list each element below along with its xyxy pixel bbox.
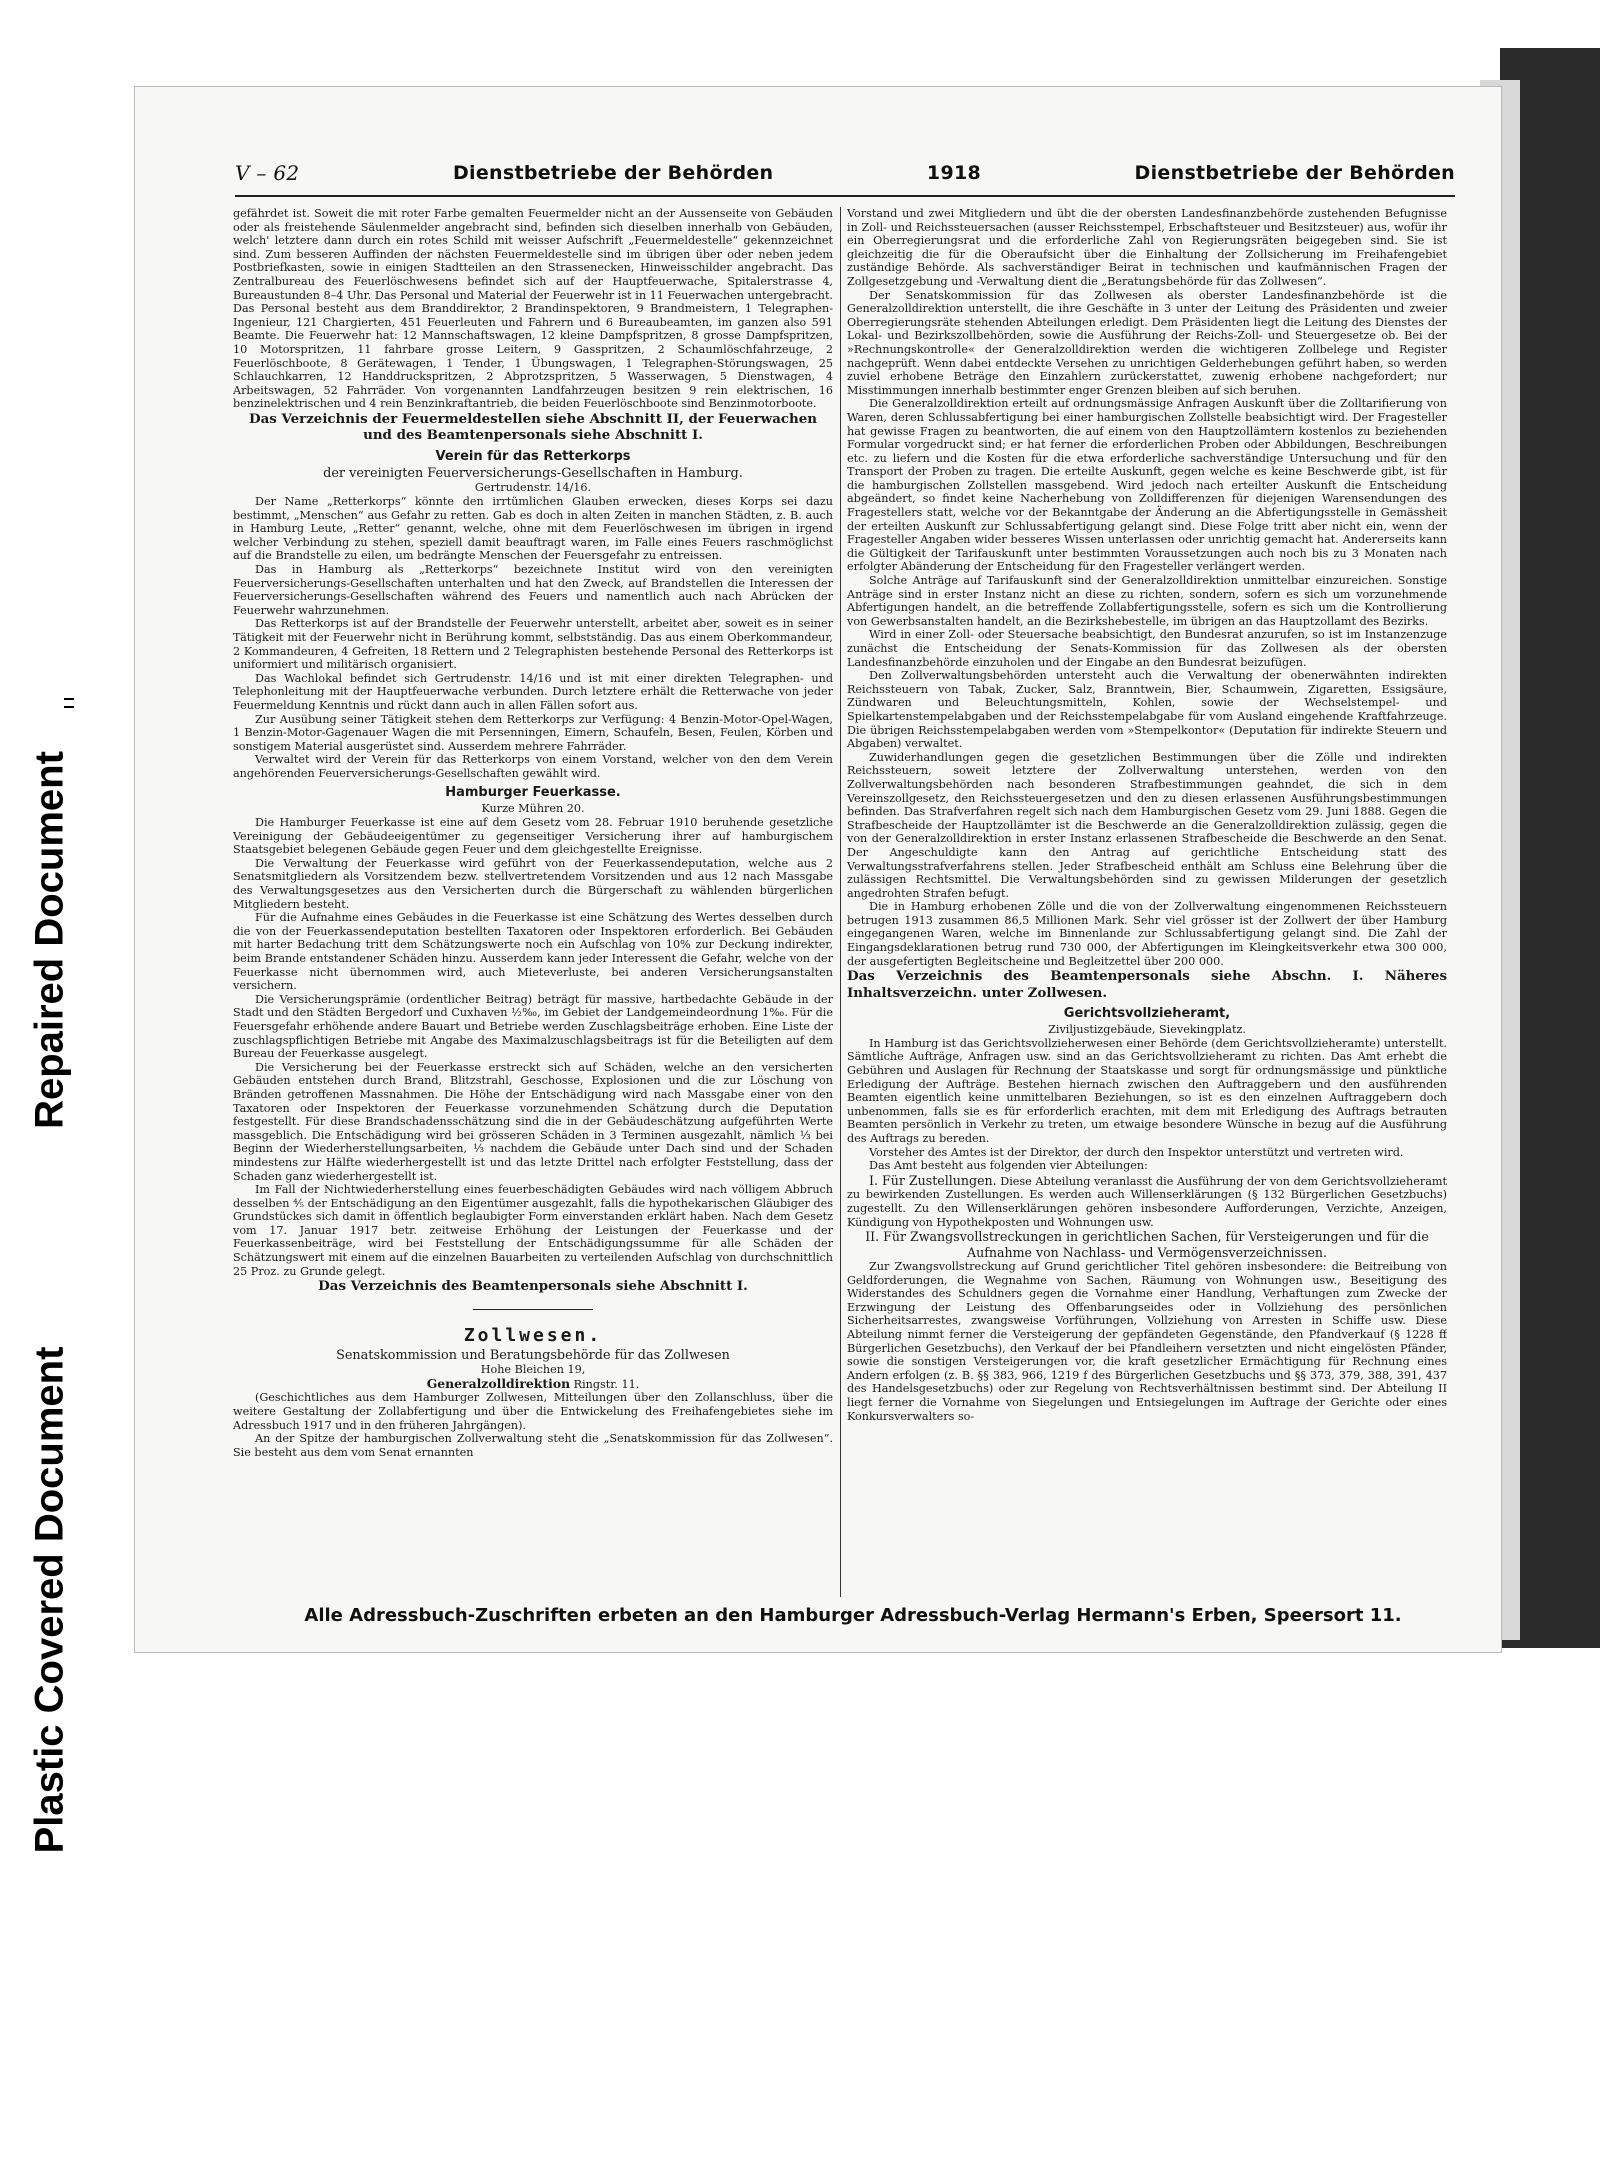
- paragraph: (Geschichtliches aus dem Hamburger Zollwesen, Mitteilungen über den Zollanschluss, über die weitere Gestaltung der Zollabfertigung und über die Entwickelung des Freihafengebietes siehe im Adressbuch 1917 und in den früheren Jahrgängen).: [233, 1391, 833, 1432]
- gzd-line: [233, 1377, 833, 1392]
- paragraph: gefährdet ist. Soweit die mit roter Farbe gemalten Feuermelder nicht an der Aussenseite von Gebäuden oder als freistehende Säulenmelder angebracht sind, befinden sich dieselben innerhalb von Gebäuden, welch' letztere dann durch ein rotes Schild mit weisser Aufschrift „Feuermeldestelle“ gekennzeichnet sind. Zum besseren Auffinden der nächsten Feuermeldestelle sind im übrigen über oder neben jedem Postbriefkasten, sowie in einigen Stadtteilen an den Strassenecken, Hinweisschilder angebracht. Das Zentralbureau des Feuerlöschwesens befindet sich auf der Hauptfeuerwache, Spitalerstrasse 4, Bureaustunden 8–4 Uhr. Das Personal und Material der Feuerwehr ist in 11 Feuerwachen untergebracht. Das Personal besteht aus dem Branddirektor, 2 Brandinspektoren, 9 Brandmeistern, 1 Telegraphen-Ingenieur, 121 Chargierten, 451 Feuerleuten und Fahrern und 6 Bureaubeamten, im ganzen also 591 Beamte. Die Feuerwehr hat: 12 Mannschaftswagen, 12 kleine Dampfspritzen, 8 grosse Dampfspritzen, 10 Motorspritzen, 11 fahrbare grosse Leitern, 9 Gasspritzen, 2 Schaumlöschfahrzeuge, 2 Feuerlöschboote, 8 Gerätewagen, 1 Tender, 1 Übungswagen, 1 Telegraphen-Störungswagen, 25 Schlauchkarren, 12 Handdruckspritzen, 2 Abprotzspritzen, 5 Wasserwagen, 5 Dienstwagen, 4 Arbeitswagen, 52 Fahrräder. Von vorgenannten Landfahrzeugen besitzen 9 rein elektrischen, 16 benzinelektrischen und 4 rein Benzinkraftantrieb, die beiden Feuerlöschboote sind Benzinmotorboote.: [233, 207, 833, 411]
- paragraph: Für die Aufnahme eines Gebäudes in die Feuerkasse ist eine Schätzung des Wertes desselben durch die von der Feuerkassendeputation bestellten Taxatoren oder Inspektoren erforderlich. Bei Gebäuden mit harter Bedachung tritt dem Schätzungswerte noch ein Aufschlag von 10% zur Deckung indirekter, beim Brande entstandener Schäden hinzu. Ausserdem kann jeder Interessent die Gefahr, welche von der Feuerkasse nicht übernommen wird, auch Mieteverluste, bei anderen Versicherungsanstalten versichern.: [233, 911, 833, 993]
- side-labels: [0, 640, 100, 1860]
- paragraph: In Hamburg ist das Gerichtsvollzieherwesen einer Behörde (dem Gerichtsvollzieheramte) unterstellt. Sämtliche Aufträge, Anfragen usw. sind an das Gerichtsvollzieheramt zu richten. Das Amt erhebt die Gebühren und Auslagen für Rechnung der Staatskasse und sorgt für ordnungsmässige und pünktliche Erledigung der Aufträge. Bestehen hiernach zwischen den Auftraggebern und den ausführenden Beamten eigentlich keine unmittelbaren Beziehungen, so ist es den einzelnen Auftraggebern doch unbenommen, falls sie es für erforderlich erachten, mit dem mit Erledigung des Auftrags betrauten Beamten persönlich in Verkehr zu treten, um etwaige besondere Wünsche in bezug auf die Ausführung des Auftrags zu bereden.: [847, 1036, 1447, 1145]
- gzd-address: Ringstr. 11.: [573, 1377, 640, 1391]
- department-text: Diese Abteilung veranlasst die Ausführung der von dem Gerichtsvollzieheramt zu bewirkenden Zustellungen. Es werden auch Willenserklärungen (§ 132 Bürgerlichen Gesetzbuchs) zugestellt. Zu den Willenserklärungen gehören insbesondere Aufforderungen, Verzichte, Anzeigen, Kündigung von Hypothekposten und Wohnungen usw.: [847, 1174, 1447, 1229]
- paragraph: Die Generalzolldirektion erteilt auf ordnungsmässige Anfragen Auskunft über die Zolltarifierung von Waren, deren Schlussabfertigung bei einer hamburgischen Zollstelle beabsichtigt wird. Der Fragesteller hat gewisse Fragen zu beantworten, die auf einem von den Hauptzollämtern kostenlos zu beziehenden Formular vorgedruckt sind; er hat ferner die erforderlichen Proben oder Abbildungen, Beschreibungen etc. zu liefern und die Kosten für die etwa erforderliche sachverständige Untersuchung und für den Transport der Proben zu tragen. Die erteilte Auskunft, gegen welche es keine Beschwerde gibt, ist für die hamburgischen Zollstellen massgebend. Wird jedoch nach erteilter Auskunft die Entscheidung abgeändert, so findet keine Nacherhebung von Zolldifferenzen für diejenigen Warensendungen des Fragestellers statt, welche vor der Bekanntgabe der Änderung an die Abfertigungsstelle in Gemässheit der erteilten Auskunft zur Schlussabfertigung gelangt sind. Diese Folge tritt aber nicht ein, wenn der Fragesteller Angaben wider besseres Wissen unterlassen oder unrichtig gemacht hat. Andererseits kann die Gültigkeit der Tarifauskunft unter bestimmten Voraussetzungen auch noch bis zu 3 Monaten nach erfolgter Abänderung der Entscheidung für den Fragesteller verlängert werden.: [847, 397, 1447, 574]
- cross-reference: Das Verzeichnis des Beamtenpersonals siehe Abschn. I. Näheres Inhaltsverzeichn. unter Zollwesen.: [847, 968, 1447, 1001]
- section-heading: Verein für das Retterkorps: [435, 448, 631, 464]
- paragraph: Im Fall der Nichtwiederherstellung eines feuerbeschädigten Gebäudes wird nach völligem Abbruch desselben ⅘ der Entschädigung an den Eigentümer ausgezahlt, falls die hypothekarischen Gläubiger des Grundstückes sich damit in öffentlich beglaubigter Form einverstanden erklärt haben. Nach dem Gesetz vom 17. Januar 1917 betr. zeitweise Erhöhung der Leistungen der Feuerkasse und der Feuerkassenbeiträge, wird bei Feststellung der Entschädigungssumme für alle Schäden der Schätzungswert mit einem auf die einzelnen Bauarbeiten zu verteilenden Aufschlag von durchschnittlich 25 Proz. zu Grunde gelegt.: [233, 1183, 833, 1278]
- page-number: V – 62: [235, 161, 300, 185]
- paragraph: Die Versicherung bei der Feuerkasse erstreckt sich auf Schäden, welche an den versicherten Gebäuden entstehen durch Brand, Blitzstrahl, Geschosse, Explosionen und die zur Löschung von Bränden getroffenen Massnahmen. Die Höhe der Entschädigung wird nach Massgabe einer von den Taxatoren oder Inspektoren der Feuerkasse vorzunehmenden Schätzung durch die Deputation festgestellt. Für diese Brandschadensschätzung sind die in der Gebäudeschätzung aufgeführten Werte massgeblich. Die Entschädigung wird bei grösseren Schäden in 3 Terminen ausgezahlt, nämlich ⅓ bei Beginn der Wiederherstellungsarbeiten, ⅓ nachdem die Gebäude unter Dach sind und der Schaden mindestens zur Hälfte wiederhergestellt ist und das letzte Drittel nach erfolgter Feststellung, dass der Schaden ganz wiederhergestellt ist.: [233, 1060, 833, 1183]
- paragraph: Die Versicherungsprämie (ordentlicher Beitrag) beträgt für massive, hartbedachte Gebäude in der Stadt und den Städten Bergedorf und Cuxhaven ½‰, im Gebiet der Landgemeindeordnung 1‰. Für die Feuersgefahr erhöhende andere Bauart und Betriebe werden Zuschlagsbeiträge erhoben. Eine Liste der zuschlagspflichtigen Betriebe mit Angabe des Maximalzuschlagsbeitrags ist für die Beteiligten auf dem Bureau der Feuerkasse ausgelegt.: [233, 992, 833, 1061]
- paragraph: Die Hamburger Feuerkasse ist eine auf dem Gesetz vom 28. Februar 1910 beruhende gesetzliche Vereinigung der Gebäudeeigentümer zu gegenseitiger Versicherung ihrer auf hamburgischem Staatsgebiet belegenen Gebäude gegen Feuer und dem gleichgestellte Ereignisse.: [233, 816, 833, 857]
- section-address: Hohe Bleichen 19,: [480, 1363, 586, 1377]
- divider: [473, 1309, 593, 1310]
- label-tick: [64, 698, 74, 700]
- repaired-document-label: Repaired Document: [27, 751, 72, 1129]
- right-column: [847, 207, 1447, 1597]
- paragraph: Solche Anträge auf Tarifauskunft sind der Generalzolldirektion unmittelbar einzureichen. Sonstige Anträge sind in erster Instanz nicht an diese zu richten, sondern, sofern es sich um vorzunehmende Abfertigungen handelt, an die betreffende Zollabfertigungsstelle, sofern es sich um die Kontrollierung von Gewerbsanstalten handelt, an die Bezirkshebestelle, im übrigen an das Hauptzollamt des Bezirks.: [847, 574, 1447, 628]
- paragraph: An der Spitze der hamburgischen Zollverwaltung steht die „Senatskommission für das Zollwesen“. Sie besteht aus dem vom Senat ernannten: [233, 1432, 833, 1459]
- section-heading: Hamburger Feuerkasse.: [445, 785, 621, 801]
- paragraph: Zur Ausübung seiner Tätigkeit stehen dem Retterkorps zur Verfügung: 4 Benzin-Motor-Opel-Wagen, 1 Benzin-Motor-Gagenauer Wagen die mit Persenningen, Eimern, Schaufeln, Besen, Feulen, Körben und sonstigem Material ausgerüstet sind. Ausserdem mehrere Fahrräder.: [233, 712, 833, 753]
- gzd-name: Generalzolldirektion: [426, 1375, 571, 1391]
- cross-reference: Das Verzeichnis des Beamtenpersonals siehe Abschnitt I.: [318, 1278, 748, 1295]
- section-address: Gertrudenstr. 14/16.: [474, 481, 592, 495]
- paragraph: Das Wachlokal befindet sich Gertrudenstr. 14/16 und ist mit einer direkten Telegraphen- und Telephonleitung mit der Hauptfeuerwache verbunden. Durch letztere erhält die Retterwache von jeder Feuermeldung Kenntnis und rückt dann auch in allen Fällen sofort aus.: [233, 671, 833, 712]
- section-heading: Gerichtsvollzieheramt,: [1063, 1006, 1231, 1022]
- section-title: Zollwesen.: [463, 1324, 603, 1346]
- paragraph: Der Senatskommission für das Zollwesen als oberster Landesfinanzbehörde ist die Generalzolldirektion unterstellt, die ihre Geschäfte in 3 unter der Leitung des Präsidenten und zweier Oberregierungsräte stehenden Abteilungen erledigt. Dem Präsidenten liegt die Leitung des Dienstes der Lokal- und Bezirkszollbehörden, sowie die Ausführung der Reichs-Zoll- und Steuergesetze ob. Bei der »Rechnungskontrolle« der Generalzolldirektion werden die wichtigeren Zollbelege und Register nachgeprüft. Wenn dabei entdeckte Versehen zu unrichtigen Gelderhebungen geführt haben, so werden zuviel erhobene Beträge den Einzahlern zurückerstattet, zuwenig erhobene nachgefordert; nur Misstimmungen innerhalb bestimmter enger Grenzen bleiben auf sich beruhen.: [847, 288, 1447, 397]
- paragraph: Zur Zwangsvollstreckung auf Grund gerichtlicher Titel gehören insbesondere: die Beitreibung von Geldforderungen, die Wegnahme von Sachen, Räumung von Wohnungen usw., Beseitigung des Widerstandes des Schuldners gegen die Vornahme einer Handlung, Verhaftungen zum Zwecke der Erzwingung der Leistung des Offenbarungseides oder in Vollziehung des persönlichen Sicherheitsarrestes, zwangsweise Vorführungen, Vollziehung von Arresten in Schiffe usw. Diese Abteilung nimmt ferner die Versteigerung der gepfändeten Gegenstände, den Pfandverkauf (§ 1228 ff Bürgerlichen Gesetzbuchs), den Verkauf der bei Pfandleihern versetzten und nicht eingelösten Pfänder, sowie die sonstigen Versteigerungen vor, die kraft gesetzlicher Ermächtigung für Rechnung eines Andern erfolgen (z. B. §§ 383, 966, 1219 f des Bürgerlichen Gesetzbuchs und §§ 373, 379, 388, 391, 437 des Handelsgesetzbuchs) oder zur Regelung von Rechtsverhältnissen bestimmt sind. Der Abteilung II liegt ferner die Vornahme von Siegelungen und Entsiegelungen im Auftrage der Gerichte oder eines Konkursverwalters so-: [847, 1259, 1447, 1423]
- header-year: 1918: [926, 162, 982, 184]
- running-head: [235, 151, 1455, 197]
- paragraph: Das in Hamburg als „Retterkorps“ bezeichnete Institut wird von den vereinigten Feuerversicherungs-Gesellschaften unterhalten und hat den Zweck, auf Brandstellen die Interessen der Feuerversicherungs-Gesellschaften während des Feuers und namentlich auch nach Abrücken der Feuerwehr wahrzunehmen.: [233, 562, 833, 617]
- column-rule: [840, 207, 841, 1597]
- cross-reference: Das Verzeichnis der Feuermeldestellen siehe Abschnitt II, der Feuerwachen und des Beamtenpersonals siehe Abschnitt I.: [248, 410, 818, 444]
- section-subheading: Senatskommission und Beratungsbehörde für das Zollwesen: [336, 1347, 730, 1363]
- paragraph: Den Zollverwaltungsbehörden untersteht auch die Verwaltung der obenerwähnten indirekten Reichssteuern von Tabak, Zucker, Salz, Branntwein, Bier, Schaumwein, Zigaretten, Essigsäure, Zündwaren und Beleuchtungsmitteln, Kohlen, sowie der Wechselstempel- und Spielkartenstempelabgaben und der Reichsstempelabgabe für vom Ausland eingehende Kraftfahrzeuge. Die übrigen Reichsstempelabgaben werden vom »Stempelkontor« (Deputation für indirekte Steuern und Abgaben) verwaltet.: [847, 669, 1447, 751]
- paragraph: Das Amt besteht aus folgenden vier Abteilungen:: [869, 1159, 1148, 1173]
- department-title: I. Für Zustellungen.: [869, 1172, 997, 1188]
- section-subheading: der vereinigten Feuerversicherungs-Gesellschaften in Hamburg.: [323, 465, 743, 481]
- paragraph: [847, 1173, 1447, 1229]
- document-page: [134, 86, 1502, 1653]
- section-address: Kurze Mühren 20.: [481, 802, 585, 816]
- paragraph: Wird in einer Zoll- oder Steuersache beabsichtigt, den Bundesrat anzurufen, so ist im Instanzenzuge zunächst die Entscheidung der Senats-Kommission für das Zollwesen als der obersten Landesfinanzbehörde einzuholen und der Eingabe an den Bundesrat beizufügen.: [847, 628, 1447, 669]
- paragraph: Vorsteher des Amtes ist der Direktor, der durch den Inspektor unterstützt und vertreten wird.: [869, 1145, 1404, 1159]
- label-tick: [64, 706, 74, 708]
- plastic-covered-label: Plastic Covered Document: [27, 1346, 72, 1854]
- paragraph: Das Retterkorps ist auf der Brandstelle der Feuerwehr unterstellt, arbeitet aber, soweit es in seiner Tätigkeit mit der Feuerwehr nicht in Berührung kommt, selbstständig. Das aus einem Oberkommandeur, 2 Kommandeuren, 4 Gefreiten, 18 Rettern und 2 Telegraphisten bestehende Personal des Retterkorps ist uniformiert und militärisch organisiert.: [233, 617, 833, 672]
- header-left-title: Dienstbetriebe der Behörden: [452, 162, 774, 184]
- header-right-title: Dienstbetriebe der Behörden: [1134, 162, 1455, 184]
- paragraph: Verwaltet wird der Verein für das Retterkorps von einem Vorstand, welcher von den dem Verein angehörenden Feuerversicherungs-Gesellschaften gewählt wird.: [233, 753, 833, 780]
- department-title: II. Für Zwangsvollstreckungen in gerichtlichen Sachen, für Versteigerungen und für die Aufnahme von Nachlass- und Vermögensverzeichnissen.: [865, 1229, 1429, 1260]
- paragraph: Die in Hamburg erhobenen Zölle und die von der Zollverwaltung eingenommenen Reichssteuern betrugen 1913 zusammen 86,5 Millionen Mark. Sehr viel grösser ist der Zollwert der über Hamburg eingegangenen Waren, welche im Binnenlande zur Schlussabfertigung gelangt sind. Die Zahl der Eingangsdeklarationen betrug rund 730 000, der Abfertigungen im Kleingkeitsverkehr etwa 300 000, der ausgefertigten Begleitscheine und Begleitzettel über 200 000.: [847, 900, 1447, 968]
- paragraph: Die Verwaltung der Feuerkasse wird geführt von der Feuerkassendeputation, welche aus 2 Senatsmitgliedern als Vorsitzendem bezw. stellvertretendem Vorsitzenden und aus 12 nach Massgabe des Verwaltungsgesetzes aus den Versicherten durch die Bürgerschaft zu wählenden bürgerlichen Mitgliedern besteht.: [233, 856, 833, 911]
- left-column: [233, 207, 833, 1597]
- paragraph: Vorstand und zwei Mitgliedern und übt die der obersten Landesfinanzbehörde zustehenden Befugnisse in Zoll- und Reichssteuersachen (ausser Reichsstempel, Erbschaftsteuer und Besitzsteuer) aus, wofür ihr ein Oberregierungsrat und die erforderliche Zahl von Regierungsräten beigegeben sind. Sie ist gleichzeitig die für die Oberaufsicht über die Einhaltung der Zollsicherung im Freihafengebiet zuständige Behörde. Als sachverständiger Beirat in technischen und kaufmännischen Fragen der Zollgesetzgebung und -Verwaltung dient die „Beratungsbehörde für das Zollwesen“.: [847, 207, 1447, 288]
- footer-notice: Alle Adressbuch-Zuschriften erbeten an den Hamburger Adressbuch-Verlag Hermann's Erben, Speersort 11.: [304, 1605, 1402, 1626]
- section-address: Ziviljustizgebäude, Sievekingplatz.: [1048, 1023, 1246, 1037]
- paragraph: Zuwiderhandlungen gegen die gesetzlichen Bestimmungen über die Zölle und indirekten Reichssteuern, soweit letztere der Zollverwaltung unterstehen, werden von den Zollverwaltungsbehörden nach besonderen Strafbestimmungen geahndet, die sich in dem Vereinszollgesetz, den Reichssteuergesetzen und den zu diesen erlassenen Ausführungsbestimmungen befinden. Das Strafverfahren regelt sich nach dem Hamburgischen Gesetz vom 29. Juni 1888. Gegen die Strafbescheide der Hauptzollämter ist die Beschwerde an die Generalzolldirektion zulässig, gegen die von der Generalzolldirektion in erster Instanz erlassenen Strafbescheide die Beschwerde an den Senat. Der Angeschuldigte kann den Antrag auf gerichtliche Entscheidung statt des Verwaltungsstrafverfahrens stellen. Jeder Strafbescheid enthält am Schluss eine Belehrung über die zulässigen Rechtsmittel. Die Verwaltungsbehörden sind zu gewissen Milderungen der gesetzlich angedrohten Strafen befugt.: [847, 750, 1447, 900]
- paragraph: Der Name „Retterkorps“ könnte den irrtümlichen Glauben erwecken, dieses Korps sei dazu bestimmt, „Menschen“ aus Gefahr zu retten. Gab es doch in alten Zeiten in manchen Städten, z. B. auch in Hamburg Leute, „Retter“ genannt, welche, ohne mit dem Feuerlöschwesen im übrigen in irgend welcher Verbindung zu stehen, speziell damit beauftragt waren, im Falle eines Feuers raschmöglichst auf die Brandstelle zu eilen, um bedrängte Menschen der Feuersgefahr zu entreissen.: [233, 495, 833, 563]
